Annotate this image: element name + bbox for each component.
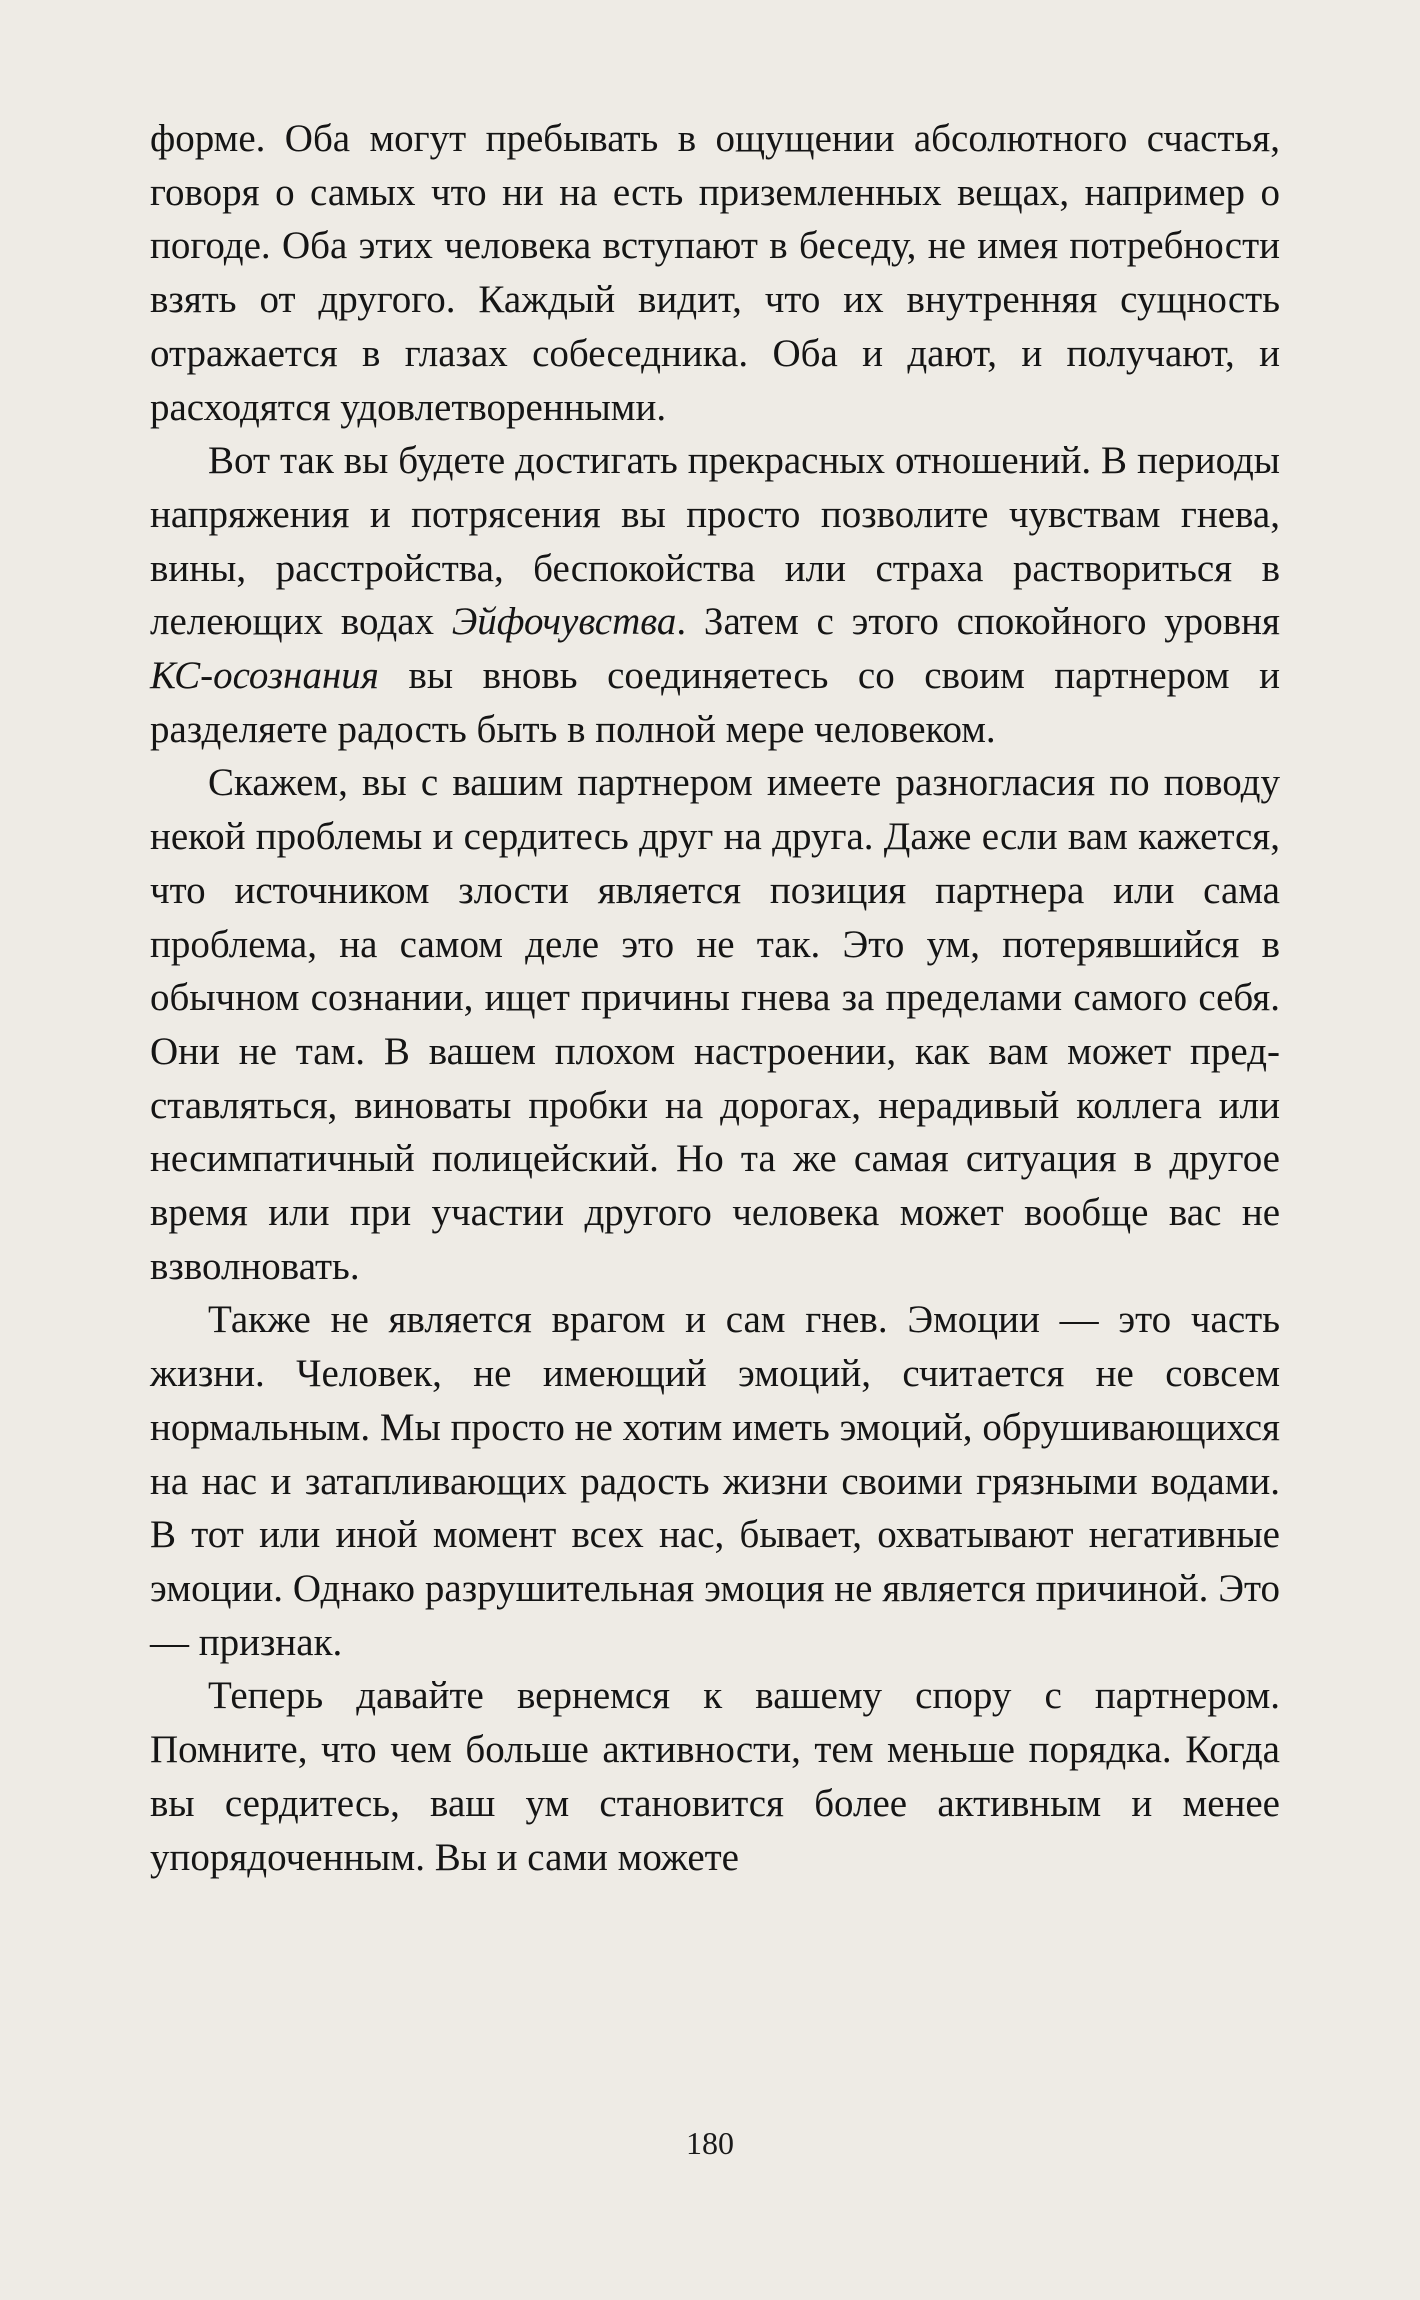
italic-term: Эйфочувства bbox=[451, 600, 677, 644]
paragraph bbox=[150, 1669, 1280, 1884]
text-run: Вот так вы будете достигать прекрасных отношений. В периоды напряжения и потрясения вы просто позволите чувствам гнева, вины, расстройства, беспокойства или страха раствориться в лелеющих водах bbox=[150, 439, 1280, 644]
paragraph bbox=[150, 112, 1280, 434]
text-run: вы вновь соединяетесь со своим партнером и разделяете радость быть в полной мере человеком. bbox=[150, 654, 1280, 751]
text-run: форме. Оба могут пребывать в ощущении абсолютного счастья, говоря о самых что ни на есть приземленных вещах, например о погоде. Оба этих человека вступают в беседу, не имея потребности взять от другого. Каждый видит, что их внутренняя сущность отражается в глазах собеседника. Оба и дают, и получают, и расходятся удовлетворенными. bbox=[150, 117, 1280, 429]
paragraph bbox=[150, 434, 1280, 756]
text-run: . Затем с этого спокойного уровня bbox=[676, 600, 1280, 644]
paragraph bbox=[150, 756, 1280, 1293]
page-number: 180 bbox=[686, 2125, 734, 2161]
body-text bbox=[150, 112, 1280, 1884]
text-run: Скажем, вы с вашим партнером имеете разногласия по поводу некой проблемы и сердитесь друг на друга. Даже если вам кажется, что источником злости является позиция партнера или сама проблема, на самом деле это не так. Это ум, потерявшийся в обычном сознании, ищет причины гнева за пределами самого себя. Они не там. В вашем плохом настроении, как вам может представляться, виноваты пробки на дорогах, нерадивый коллега или несимпатичный полицейский. Но та же самая ситуация в другое время или при участии другого человека может вообще вас не взволновать. bbox=[150, 761, 1280, 1288]
italic-term: КС-осознания bbox=[150, 654, 379, 698]
text-run: Теперь давайте вернемся к вашему спору с партнером. Помните, что чем больше активности, тем меньше порядка. Когда вы сердитесь, ваш ум становится более активным и менее упорядоченным. Вы и сами можете bbox=[150, 1674, 1280, 1879]
text-run: Также не является врагом и сам гнев. Эмоции — это часть жизни. Человек, не имеющий эмоций, считается не совсем нормальным. Мы просто не хотим иметь эмоций, обрушивающихся на нас и затапливающих радость жизни своими грязными водами. В тот или иной момент всех нас, бывает, охватывают негативные эмоции. Однако разрушительная эмоция не является причиной. Это — признак. bbox=[150, 1298, 1280, 1664]
paragraph bbox=[150, 1293, 1280, 1669]
